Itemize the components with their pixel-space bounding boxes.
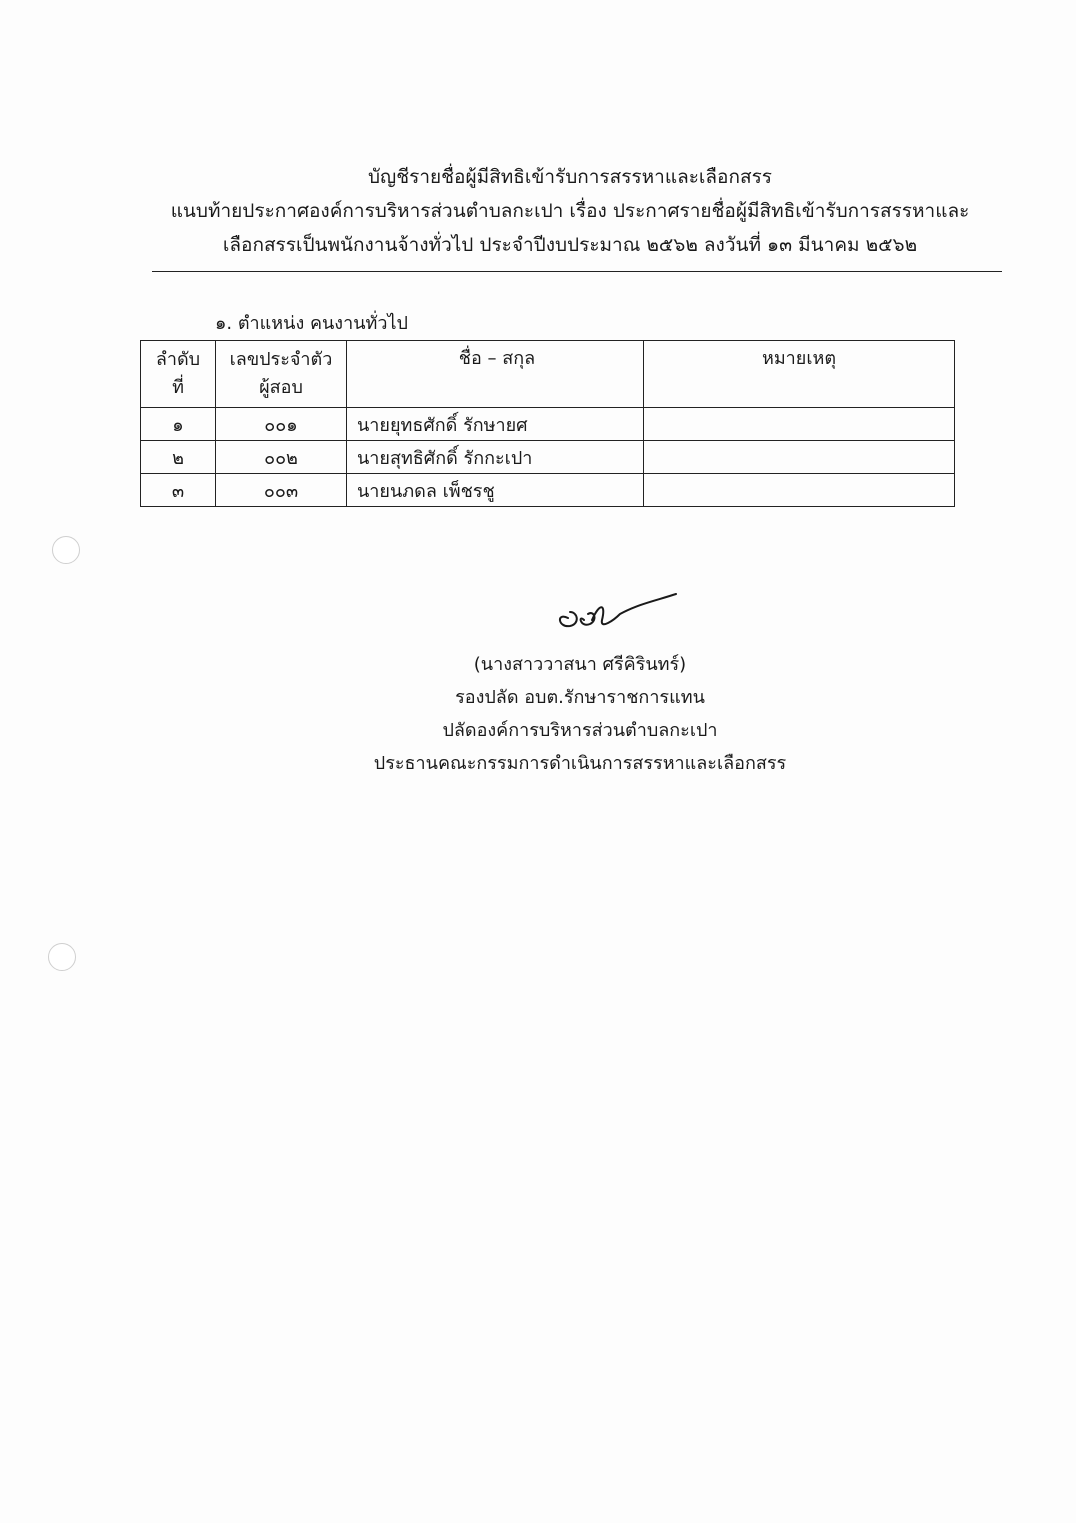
title-line-3: เลือกสรรเป็นพนักงานจ้างทั่วไป ประจำปีงบประมาณ ๒๕๖๒ ลงวันที่ ๑๓ มีนาคม ๒๕๖๒ [222, 234, 918, 256]
table-row [141, 474, 955, 507]
cell-order: ๓ [141, 474, 216, 507]
handwritten-signature [548, 590, 688, 640]
signer-name: (นางสาววาสนา ศรีคิรินทร์) [473, 654, 687, 675]
cell-order: ๒ [141, 441, 216, 474]
table-header-row [141, 341, 955, 408]
cell-order: ๑ [141, 408, 216, 441]
document-title [120, 160, 1020, 262]
signer-position-3: ประธานคณะกรรมการดำเนินการสรรหาและเลือกสรร [373, 753, 787, 774]
cell-id: ๐๐๓ [216, 474, 347, 507]
header-order [141, 341, 216, 408]
cell-id: ๐๐๒ [216, 441, 347, 474]
header-order-line1: ลำดับ [155, 349, 201, 370]
punch-hole [52, 536, 80, 564]
header-note: หมายเหตุ [644, 341, 955, 408]
cell-id: ๐๐๑ [216, 408, 347, 441]
cell-name: นายนภดล เพ็ชรชู [347, 474, 644, 507]
header-order-line2: ที่ [172, 377, 184, 398]
title-line-1: บัญชีรายชื่อผู้มีสิทธิเข้ารับการสรรหาและเลือกสรร [368, 166, 772, 188]
section-heading: ๑. ตำแหน่ง คนงานทั่วไป [215, 313, 408, 334]
cell-note [644, 408, 955, 441]
signer-position-2: ปลัดองค์การบริหารส่วนตำบลกะเปา [442, 720, 718, 741]
header-divider [152, 271, 1002, 272]
punch-hole [48, 943, 76, 971]
candidate-table [140, 340, 955, 507]
header-id [216, 341, 347, 408]
header-name: ชื่อ – สกุล [347, 341, 644, 408]
title-line-2: แนบท้ายประกาศองค์การบริหารส่วนตำบลกะเปา เรื่อง ประกาศรายชื่อผู้มีสิทธิเข้ารับการสรรหาและ [170, 200, 970, 222]
cell-name: นายยุทธศักดิ์ รักษายศ [347, 408, 644, 441]
table-row [141, 441, 955, 474]
cell-name: นายสุทธิศักดิ์ รักกะเปา [347, 441, 644, 474]
cell-note [644, 474, 955, 507]
signer-position-1: รองปลัด อบต.รักษาราชการแทน [455, 687, 705, 708]
header-id-line2: ผู้สอบ [259, 377, 303, 398]
cell-note [644, 441, 955, 474]
header-id-line1: เลขประจำตัว [229, 349, 333, 370]
signer-block [330, 648, 830, 780]
table-row [141, 408, 955, 441]
